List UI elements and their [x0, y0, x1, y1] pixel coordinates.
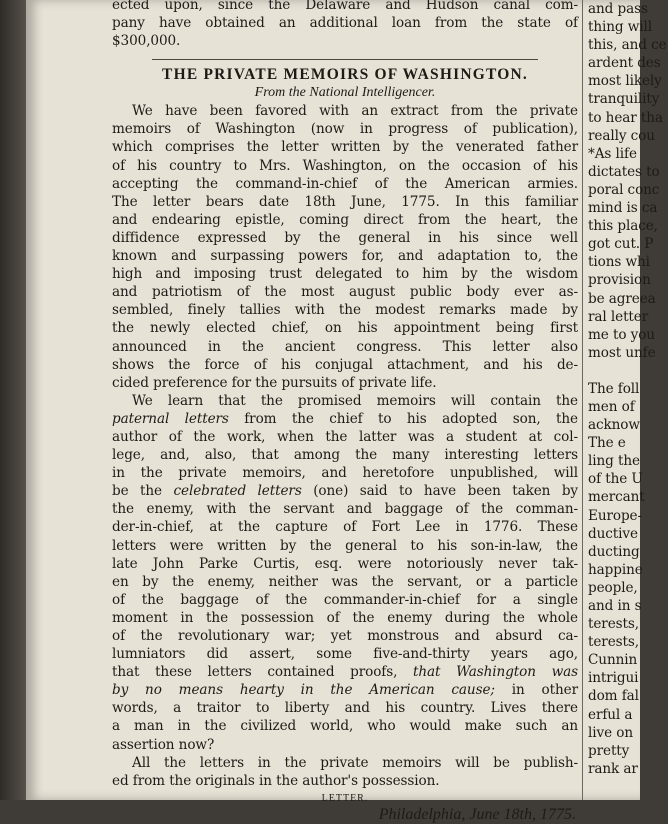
text-line: and endearing epistle, coming direct from the heart, the [112, 211, 578, 228]
text-line: $300,000. [112, 33, 181, 50]
article-paragraph-1 [112, 102, 578, 392]
italic-phrase: paternal letters [112, 410, 229, 427]
right-column-block-2 [588, 380, 668, 778]
text-line: The letter bears date 18th June, 1775. In this familiar [112, 193, 578, 210]
text-line: poral conc [588, 181, 660, 198]
text-line: Europe- [588, 507, 643, 524]
previous-article-fragment [112, 0, 578, 50]
text-line: words, a traitor to liberty and his country. Lives there [112, 700, 578, 717]
text-line: really cou [588, 127, 655, 144]
article-paragraph-3 [112, 754, 578, 790]
text-line: of the U [588, 471, 643, 488]
text-line: en by the enemy, neither was the servant, or a particle [112, 573, 578, 590]
text-segment: be the [112, 483, 174, 500]
text-line: the enemy, with the servant and baggage of the comman- [112, 501, 578, 518]
letter-dateline: Philadelphia, June 18th, 1775. [378, 805, 576, 823]
text-line: ducting [588, 543, 640, 560]
text-line: mercant [588, 489, 645, 506]
text-line: We learn that the promised memoirs will contain the [132, 392, 578, 409]
text-line: of the baggage of the commander-in-chief for a single [112, 591, 578, 608]
text-line: terests, [588, 616, 639, 633]
article-paragraph-2 [112, 392, 578, 754]
article-source: From the National Intelligencer. [254, 85, 436, 101]
text-line: erful a [588, 706, 633, 723]
text-line: late John Parke Curtis, esq. were notoriously never tak- [112, 555, 578, 572]
text-line: live on [588, 724, 633, 741]
text-line: All the letters in the private memoirs will be publish- [132, 754, 578, 771]
text-line: der-in-chief, at the capture of Fort Lee in 1776. These [112, 519, 578, 536]
text-line: sembled, finely tallies with the modest remarks made by [112, 302, 578, 319]
text-line: to hear tha [588, 109, 663, 126]
text-line: lumniators did assert, some five-and-thirty years ago, [112, 646, 578, 663]
italic-phrase: by no means hearty in the American cause; [112, 682, 495, 699]
text-line: the newly elected chief, on his appointment being first [112, 320, 578, 337]
text-line: a man in the civilized world, who would make such an [112, 718, 578, 735]
text-line: The foll [588, 380, 640, 397]
text-line: acknow [588, 417, 640, 434]
column-rule [582, 0, 583, 800]
text-line: *As life [588, 145, 637, 162]
text-line: ed from the originals in the author's possession. [112, 772, 440, 789]
text-line [112, 482, 578, 500]
text-line: pretty [588, 742, 630, 759]
text-line: got cut. P [588, 236, 654, 253]
text-line: moment in the possession of the enemy during the whole [112, 609, 578, 626]
text-line: and in s [588, 598, 642, 614]
text-line: lege, and, also, that among the many interesting letters [112, 447, 578, 464]
letter-label: LETTER. [321, 792, 369, 804]
text-line: happine [588, 561, 643, 578]
italic-phrase: celebrated letters [173, 483, 302, 500]
text-line: tranquility [588, 91, 660, 108]
text-line: letters were written by the general to his son-in-law, the [112, 537, 578, 554]
text-segment: from the chief to his adopted son, the [228, 410, 578, 427]
text-line: and pass [588, 1, 648, 17]
text-line: accepting the command-in-chief of the American armies. [112, 175, 578, 192]
text-line: shows the force of his conjugal attachment, and his de- [112, 356, 578, 373]
text-line: men of [588, 398, 635, 415]
text-line: mind is ca [588, 200, 658, 217]
text-line: Cunnin [588, 652, 638, 669]
right-column-block-1 [588, 0, 668, 362]
main-column [112, 0, 578, 824]
text-line: this, and ce [588, 37, 667, 54]
text-line: provision [588, 272, 651, 289]
text-line: me to you [588, 326, 655, 343]
italic-phrase: that Washington was [413, 664, 578, 681]
text-line: The e [588, 435, 626, 452]
text-line: thing will [588, 19, 653, 36]
column-gap [588, 362, 668, 380]
article-headline: THE PRIVATE MEMOIRS OF WASHINGTON. [162, 66, 528, 84]
text-line: and patriotism of the most august public body ever as- [112, 284, 578, 301]
text-line: dictates to [588, 163, 660, 180]
text-line: intrigui [588, 670, 639, 687]
section-separator [152, 59, 538, 60]
text-line: ductive [588, 525, 638, 542]
text-line: tions whi [588, 254, 650, 271]
text-line [112, 681, 578, 699]
newspaper-page [26, 0, 667, 823]
text-segment: (one) said to have been taken by [301, 483, 579, 500]
text-line: high and imposing trust delegated to him by the wisdom [112, 266, 578, 283]
text-line: most unfe [588, 344, 656, 361]
binding-gutter [0, 0, 26, 800]
text-line: ling the [588, 453, 640, 470]
text-line: which comprises the letter written by the venerated father [112, 139, 578, 156]
text-line: most likely [588, 73, 662, 90]
text-line: of his country to Mrs. Washington, on the occasion of his [112, 157, 578, 174]
text-line: diffidence expressed by the general in his since well [112, 229, 578, 246]
text-segment: that these letters contained proofs, [112, 664, 413, 681]
text-line [112, 410, 578, 428]
text-line: be agreea [588, 290, 656, 307]
text-line: announced in the ancient congress. This letter also [112, 338, 578, 355]
text-line: rank ar [588, 760, 638, 777]
text-line: of the revolutionary war; yet monstrous and absurd ca- [112, 628, 578, 644]
text-line: ral letter [588, 308, 649, 325]
text-segment: in other [494, 682, 578, 699]
text-line: terests, [588, 634, 639, 651]
text-line: cided preference for the pursuits of private life. [112, 374, 437, 391]
text-line: people, [588, 579, 638, 596]
text-line: ardent des [588, 55, 661, 72]
text-line [112, 663, 578, 681]
text-line: pany have obtained an additional loan from the state of [112, 15, 578, 32]
text-line: in the private memoirs, and heretofore unpublished, will [112, 465, 578, 482]
right-column-fragment [588, 0, 668, 800]
text-line: known and surpassing powers for, and adaptation to, the [112, 248, 578, 265]
text-line: this place, [588, 218, 658, 235]
text-line: assertion now? [112, 736, 215, 753]
text-line: We have been favored with an extract from the private [132, 103, 578, 120]
text-line: dom fal [588, 688, 639, 705]
text-line: author of the work, when the latter was a student at col- [112, 428, 578, 445]
text-line: ected upon, since the Delaware and Hudson canal com- [112, 0, 578, 13]
text-line: memoirs of Washington (now in progress of publication), [112, 121, 578, 138]
